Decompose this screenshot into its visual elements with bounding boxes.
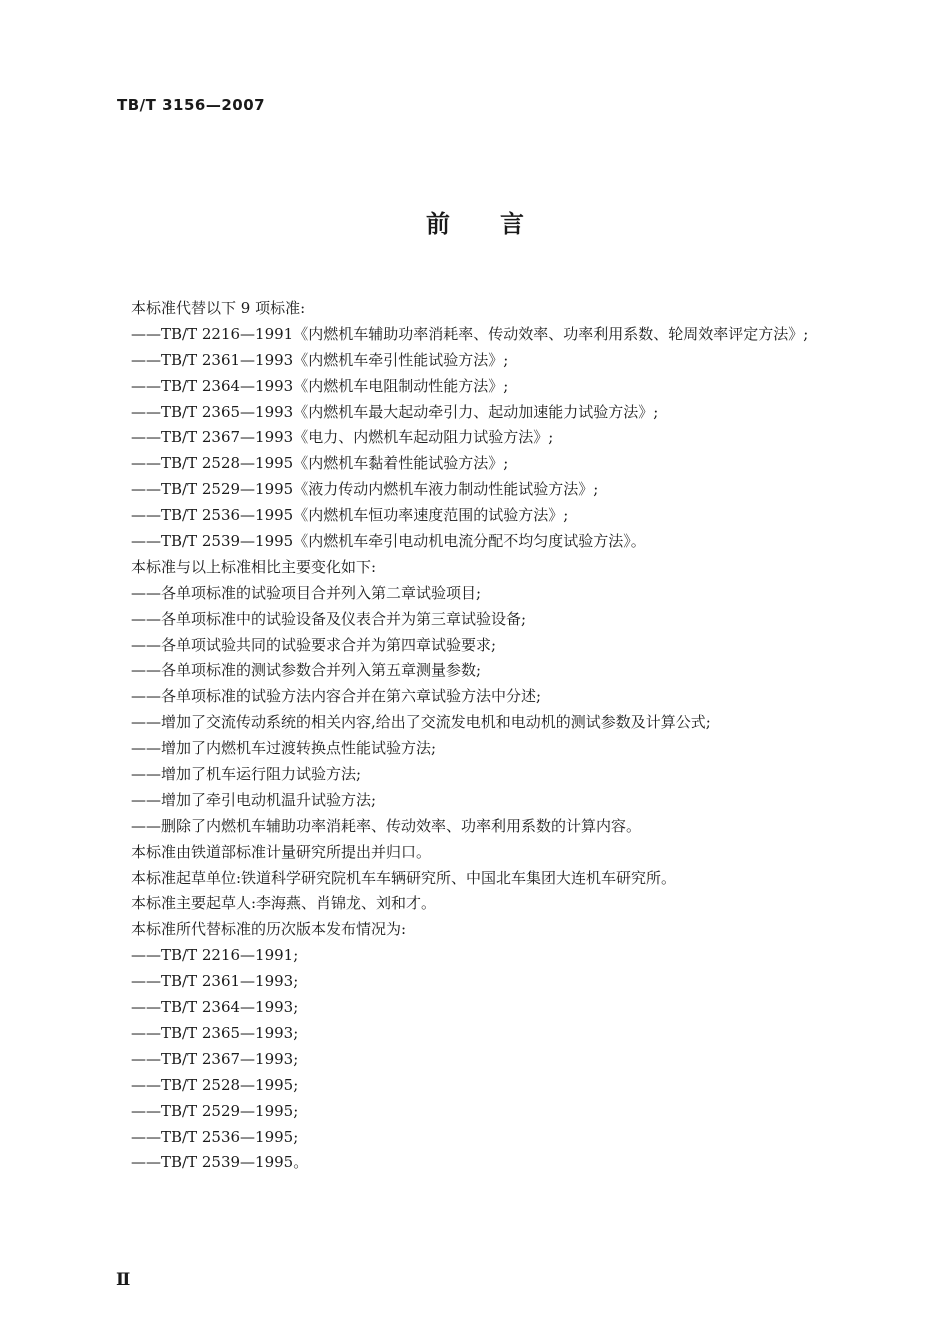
list-item: ——TB/T 2528—1995; [131, 1075, 299, 1094]
proposer-statement: 本标准由铁道部标准计量研究所提出并归口。 [131, 842, 432, 861]
list-item: ——TB/T 2365—1993; [131, 1023, 299, 1042]
list-item: ——增加了牵引电动机温升试验方法; [131, 790, 377, 809]
replaces-intro: 本标准代替以下 9 项标准: [131, 299, 306, 317]
list-item: ——TB/T 2536—1995《内燃机车恒功率速度范围的试验方法》; [131, 506, 569, 525]
document-code: TB/T 3156—2007 [117, 96, 266, 114]
list-item: ——增加了内燃机车过渡转换点性能试验方法; [131, 739, 437, 758]
list-item: ——TB/T 2536—1995; [131, 1127, 299, 1146]
list-item: ——TB/T 2216—1991; [131, 946, 299, 965]
list-item: ——TB/T 2528—1995《内燃机车黏着性能试验方法》; [131, 454, 509, 473]
list-item: ——TB/T 2365—1993《内燃机车最大起动牵引力、起动加速能力试验方法》; [131, 402, 659, 421]
list-item: ——TB/T 2216—1991《内燃机车辅助功率消耗率、传动效率、功率利用系数、轮周效率评定方法》; [131, 324, 809, 343]
list-item: ——增加了交流传动系统的相关内容,给出了交流发电机和电动机的测试参数及计算公式; [131, 713, 711, 732]
changes-list [131, 581, 911, 840]
list-item: ——删除了内燃机车辅助功率消耗率、传动效率、功率利用系数的计算内容。 [131, 816, 642, 835]
foreword-body [131, 296, 911, 1176]
history-intro: 本标准所代替标准的历次版本发布情况为: [131, 920, 407, 939]
list-item: ——TB/T 2529—1995; [131, 1101, 299, 1120]
list-item: ——TB/T 2361—1993《内燃机车牵引性能试验方法》; [131, 350, 509, 369]
replaced-standards-list [131, 322, 911, 555]
drafting-units: 本标准起草单位:铁道科学研究院机车车辆研究所、中国北车集团大连机车研究所。 [131, 868, 677, 887]
list-item: ——TB/T 2539—1995。 [131, 1153, 309, 1172]
list-item: ——各单项标准中的试验设备及仪表合并为第三章试验设备; [131, 609, 527, 628]
list-item: ——TB/T 2539—1995《内燃机车牵引电动机电流分配不均匀度试验方法》。 [131, 532, 646, 551]
list-item: ——增加了机车运行阻力试验方法; [131, 765, 362, 784]
list-item: ——各单项标准的测试参数合并列入第五章测量参数; [131, 661, 482, 680]
list-item: ——各单项标准的试验方法内容合并在第六章试验方法中分述; [131, 687, 542, 706]
list-item: ——TB/T 2367—1993《电力、内燃机车起动阻力试验方法》; [131, 428, 554, 447]
list-item: ——各单项标准的试验项目合并列入第二章试验项目; [131, 583, 482, 602]
list-item: ——各单项试验共同的试验要求合并为第四章试验要求; [131, 635, 497, 654]
history-list [131, 943, 911, 1176]
list-item: ——TB/T 2361—1993; [131, 972, 299, 991]
list-item: ——TB/T 2367—1993; [131, 1049, 299, 1068]
drafters: 本标准主要起草人:李海燕、肖锦龙、刘和才。 [131, 894, 437, 913]
list-item: ——TB/T 2364—1993; [131, 998, 299, 1017]
changes-intro: 本标准与以上标准相比主要变化如下: [131, 557, 377, 576]
page-title: 前言 [426, 210, 574, 238]
list-item: ——TB/T 2364—1993《内燃机车电阻制动性能方法》; [131, 376, 509, 395]
page-number: Ⅱ [116, 1270, 131, 1290]
list-item: ——TB/T 2529—1995《液力传动内燃机车液力制动性能试验方法》; [131, 480, 599, 499]
